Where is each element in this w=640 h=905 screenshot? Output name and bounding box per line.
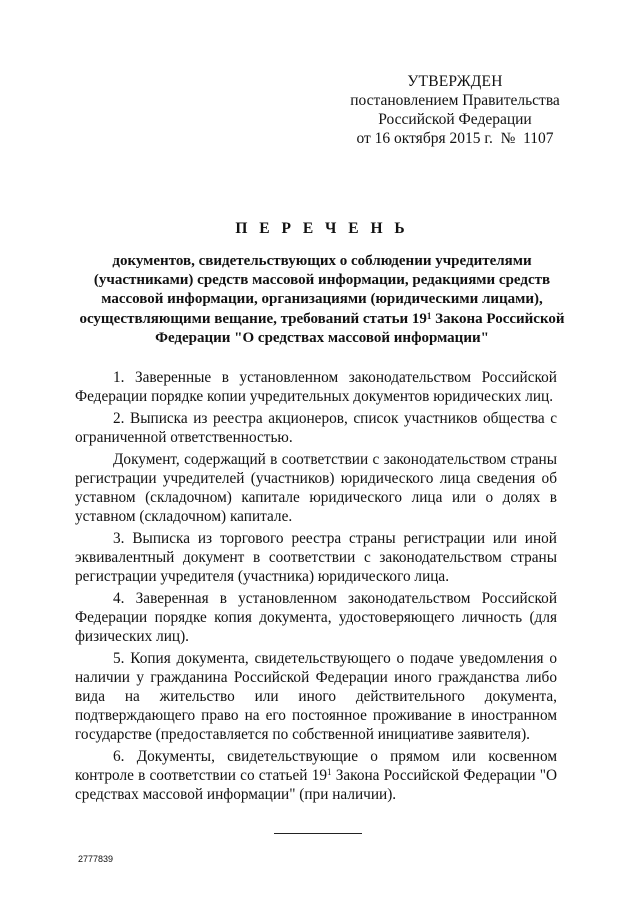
list-item-6 [75, 747, 557, 804]
list-item-5: 5. Копия документа, свидетельствующего о подаче уведомления о наличии у гражданина Российской Федерации иного гражданства либо вида на жительство или иного действительного документа, подтверждающего право на его постоянное проживание в иностранном государстве (предоставляется по собственной инициативе заявителя). [75, 650, 557, 743]
document-code: 2777839 [78, 854, 114, 864]
list-item-2: 2. Выписка из реестра акционеров, список участников общества с ограниченной ответственностью. [75, 410, 557, 446]
list-item-3: 3. Выписка из торгового реестра страны регистрации или иной эквивалентный документ в соответствии с законодательством страны регистрации учредителя (участника) юридического лица. [75, 530, 557, 585]
subtitle-superscript: 1 [426, 310, 432, 321]
approval-line-3: от 16 октября 2015 г. № 1107 [356, 130, 554, 147]
list-item-4: 4. Заверенная в установленном законодательством Российской Федерации порядке копия документа, удостоверяющего личность (для физических лиц). [75, 590, 557, 645]
subtitle-text-1: документов, свидетельствующих о соблюдении учредителями (участниками) средств массовой информации, редакциями средств массовой информации, организациями (юридическими лицами), осуществляющими вещание, требований статьи 19 [79, 253, 551, 327]
list-item-6-superscript: 1 [327, 767, 332, 777]
approval-line-2: Российской Федерации [378, 111, 532, 128]
approval-line-1: постановлением Правительства [350, 92, 560, 109]
document-subtitle [72, 252, 572, 348]
list-item-6-text-2: Закона Российской Федерации "О средствах массовой информации" (при наличии). [75, 767, 557, 803]
document-heading [72, 220, 572, 348]
list-item-6-text-1: 6. Документы, свидетельствующие о прямом или косвенном контроле в соответствии со статьей 19 [75, 748, 557, 784]
subtitle-text-2: Закона Российской Федерации "О средствах массовой информации" [155, 310, 565, 346]
closing-rule [274, 833, 362, 834]
approval-title: УТВЕРЖДЕН [407, 73, 503, 90]
list-item-1: 1. Заверенные в установленном законодательством Российской Федерации порядке копии учредительных документов юридических лиц. [75, 369, 557, 405]
approval-stamp [340, 72, 570, 148]
list-item-2-continuation: Документ, содержащий в соответствии с законодательством страны регистрации учредителей (участников) юридического лица сведения об уставном (складочном) капитале юридического лица или о долях в уставном (складочном) капитале. [75, 451, 557, 525]
document-body [75, 368, 557, 807]
document-title: П Е Р Е Ч Е Н Ь [235, 220, 409, 237]
